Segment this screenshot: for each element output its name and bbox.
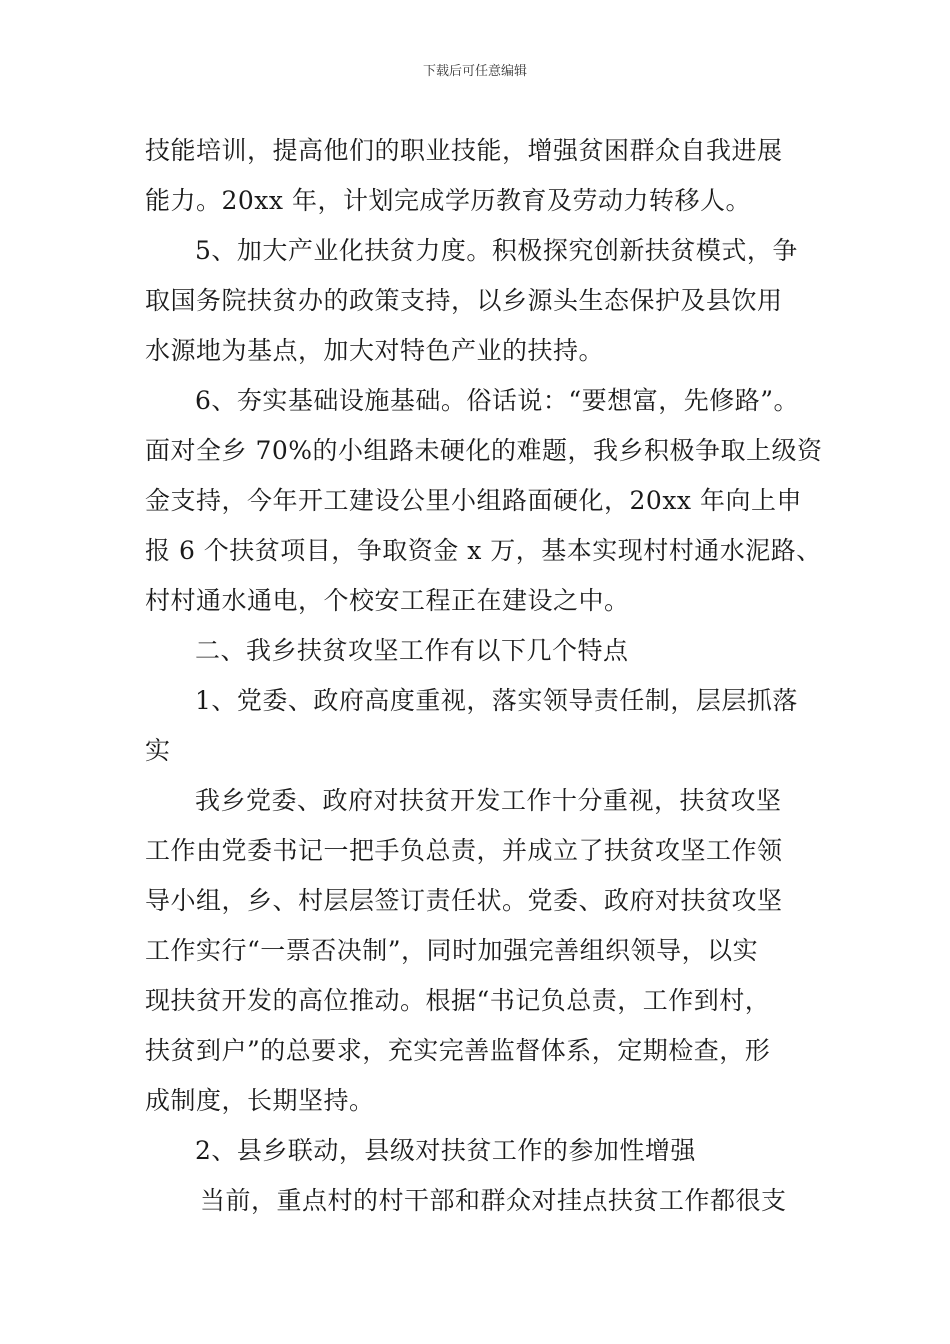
section-heading: 二、我乡扶贫攻坚工作有以下几个特点	[195, 636, 629, 665]
text-line: 我乡党委、政府对扶贫开发工作十分重视，扶贫攻坚	[195, 786, 782, 815]
text-line: 5、加大产业化扶贫力度。积极探究创新扶贫模式，争	[195, 236, 798, 265]
text-line: 导小组，乡、村层层签订责任状。党委、政府对扶贫攻坚	[145, 886, 783, 915]
text-line: 取国务院扶贫办的政策支持，以乡源头生态保护及县饮用	[145, 286, 783, 315]
page-header: 下载后可任意编辑	[422, 64, 527, 79]
text-line: 能力。20xx 年，计划完成学历教育及劳动力转移人。	[145, 186, 751, 215]
text-line: 报 6 个扶贫项目，争取资金 x 万，基本实现村村通水泥路、	[145, 536, 822, 565]
text-line: 工作实行“一票否决制”，同时加强完善组织领导，以实	[145, 936, 759, 965]
subsection-heading-continued: 实	[145, 736, 171, 765]
text-line: 面对全乡 70%的小组路未硬化的难题，我乡积极争取上级资	[145, 436, 823, 465]
text-line: 扶贫到户”的总要求，充实完善监督体系，定期检查，形	[145, 1036, 771, 1065]
document-body	[145, 126, 823, 1226]
text-line: 水源地为基点，加大对特色产业的扶持。	[145, 336, 605, 365]
text-line: 村村通水通电，个校安工程正在建设之中。	[145, 586, 630, 615]
text-line: 成制度，长期坚持。	[145, 1086, 375, 1115]
text-line: 工作由党委书记一把手负总责，并成立了扶贫攻坚工作领	[145, 836, 783, 865]
subsection-heading: 1、党委、政府高度重视，落实领导责任制，层层抓落	[195, 686, 798, 715]
text-line: 当前，重点村的村干部和群众对挂点扶贫工作都很支	[200, 1186, 787, 1215]
text-line: 现扶贫开发的高位推动。根据“书记负总责，工作到村，	[145, 986, 771, 1015]
subsection-heading: 2、县乡联动，县级对扶贫工作的参加性增强	[195, 1136, 696, 1165]
text-line: 金支持，今年开工建设公里小组路面硬化，20xx 年向上申	[145, 486, 802, 515]
text-line: 6、夯实基础设施基础。俗话说：“要想富，先修路”。	[195, 386, 799, 415]
text-line: 技能培训，提高他们的职业技能，增强贫困群众自我进展	[145, 136, 783, 165]
